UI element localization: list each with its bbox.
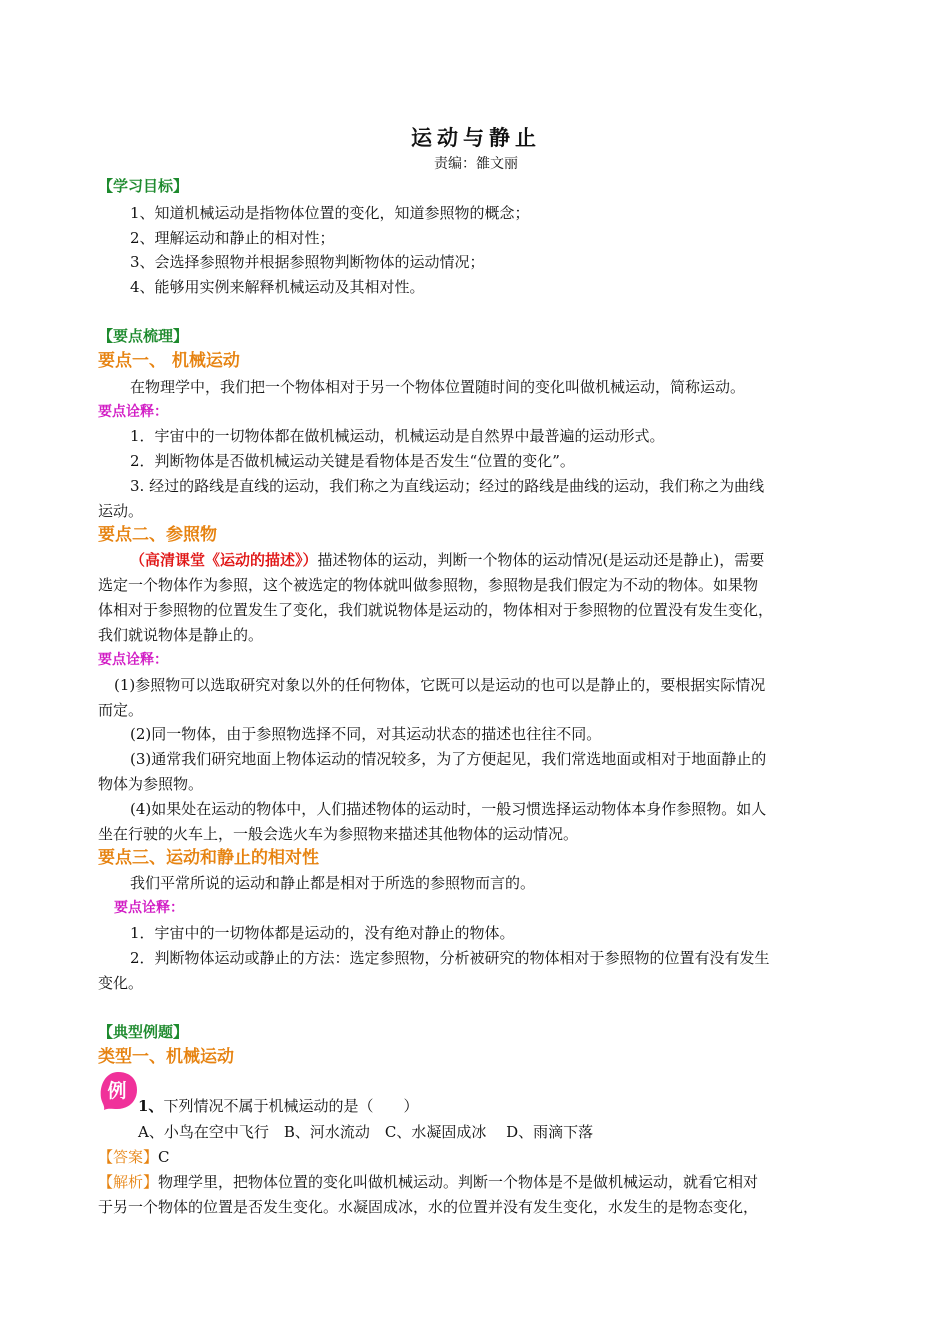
question-options: A、小鸟在空中飞行 B、河水流动 C、水凝固成冰 D、雨滴下落: [138, 1123, 594, 1141]
point-2-first-line: [130, 550, 764, 570]
analysis-text: 于另一个物体的位置是否发生变化。水凝固成冰，水的位置并没有发生变化，水发生的是物态变化，: [98, 1198, 759, 1216]
point-2-body: 体相对于参照物的位置发生了变化，我们就说物体是运动的，物体相对于参照物的位置没有发生变化，: [98, 601, 774, 619]
note-item: 3. 经过的路线是直线的运动，我们称之为直线运动；经过的路线是曲线的运动，我们称之为曲线: [130, 477, 765, 495]
analysis-label: 【解析】: [98, 1173, 159, 1191]
point-2-body: 我们就说物体是静止的。: [98, 626, 264, 644]
note-item: (2)同一物体，由于参照物选择不同，对其运动状态的描述也往往不同。: [130, 725, 602, 743]
point-3-body: 我们平常所说的运动和静止都是相对于所选的参照物而言的。: [130, 874, 536, 892]
note-item: 坐在行驶的火车上，一般会选火车为参照物来描述其他物体的运动情况。: [98, 825, 579, 843]
examples-header: 【典型例题】: [98, 1023, 189, 1041]
point-1-title: 要点一、 机械运动: [98, 351, 240, 371]
goals-header: 【学习目标】: [98, 177, 189, 195]
note-item: 变化。: [98, 974, 144, 992]
goal-item: 2、理解运动和静止的相对性；: [130, 229, 335, 247]
note-item: (3)通常我们研究地面上物体运动的情况较多，为了方便起见，我们常选地面或相对于地面静止的: [130, 750, 767, 768]
point-1-note-label: 要点诠释：: [98, 404, 168, 420]
note-item: 1．宇宙中的一切物体都是运动的，没有绝对静止的物体。: [130, 924, 515, 942]
example-badge-icon: [98, 1071, 138, 1111]
point-2-body: 选定一个物体作为参照，这个被选定的物体就叫做参照物，参照物是我们假定为不动的物体。如果物: [98, 576, 759, 594]
page-title: 运动与静止: [411, 126, 541, 150]
point-3-title: 要点三、运动和静止的相对性: [98, 848, 319, 868]
note-item: 2．判断物体是否做机械运动关键是看物体是否发生“位置的变化”。: [130, 452, 575, 470]
point-2-note-label: 要点诠释：: [98, 652, 168, 668]
note-item: (4)如果处在运动的物体中，人们描述物体的运动时，一般习惯选择运动物体本身作参照物。如人: [130, 800, 767, 818]
question-text: 下列情况不属于机械运动的是（ ）: [163, 1097, 419, 1115]
note-item: 物体为参照物。: [98, 775, 204, 793]
point-2-title: 要点二、参照物: [98, 525, 217, 545]
question-1: [138, 1096, 418, 1116]
note-item: 2．判断物体运动或静止的方法：选定参照物，分析被研究的物体相对于参照物的位置有没有发生: [130, 949, 770, 967]
note-item: 而定。: [98, 701, 144, 719]
goal-item: 4、能够用实例来解释机械运动及其相对性。: [130, 278, 425, 296]
video-lesson-link[interactable]: （高清课堂《运动的描述》）: [130, 551, 318, 569]
answer-line: [98, 1147, 170, 1167]
example-badge-label: 例: [107, 1080, 127, 1102]
answer-label: 【答案】: [98, 1148, 159, 1166]
analysis-line: [98, 1172, 758, 1192]
editor-line: 责编：雒文丽: [434, 156, 518, 172]
note-item: (1)参照物可以选取研究对象以外的任何物体，它既可以是运动的也可以是静止的，要根据实际情况: [114, 676, 766, 694]
answer-value: C: [158, 1148, 170, 1166]
point-1-body: 在物理学中，我们把一个物体相对于另一个物体位置随时间的变化叫做机械运动，简称运动。: [130, 378, 746, 396]
points-header: 【要点梳理】: [98, 327, 189, 345]
note-item: 运动。: [98, 502, 144, 520]
type-1-title: 类型一、机械运动: [98, 1047, 234, 1067]
question-number: 1、: [138, 1097, 164, 1115]
goal-item: 1、知道机械运动是指物体位置的变化，知道参照物的概念；: [130, 204, 530, 222]
goal-item: 3、会选择参照物并根据参照物判断物体的运动情况；: [130, 253, 485, 271]
analysis-text: 物理学里，把物体位置的变化叫做机械运动。判断一个物体是不是做机械运动，就看它相对: [158, 1173, 759, 1191]
point-2-body: 描述物体的运动，判断一个物体的运动情况(是运动还是静止)，需要: [317, 551, 765, 569]
note-item: 1．宇宙中的一切物体都在做机械运动，机械运动是自然界中最普遍的运动形式。: [130, 427, 665, 445]
point-3-note-label: 要点诠释：: [114, 900, 184, 916]
